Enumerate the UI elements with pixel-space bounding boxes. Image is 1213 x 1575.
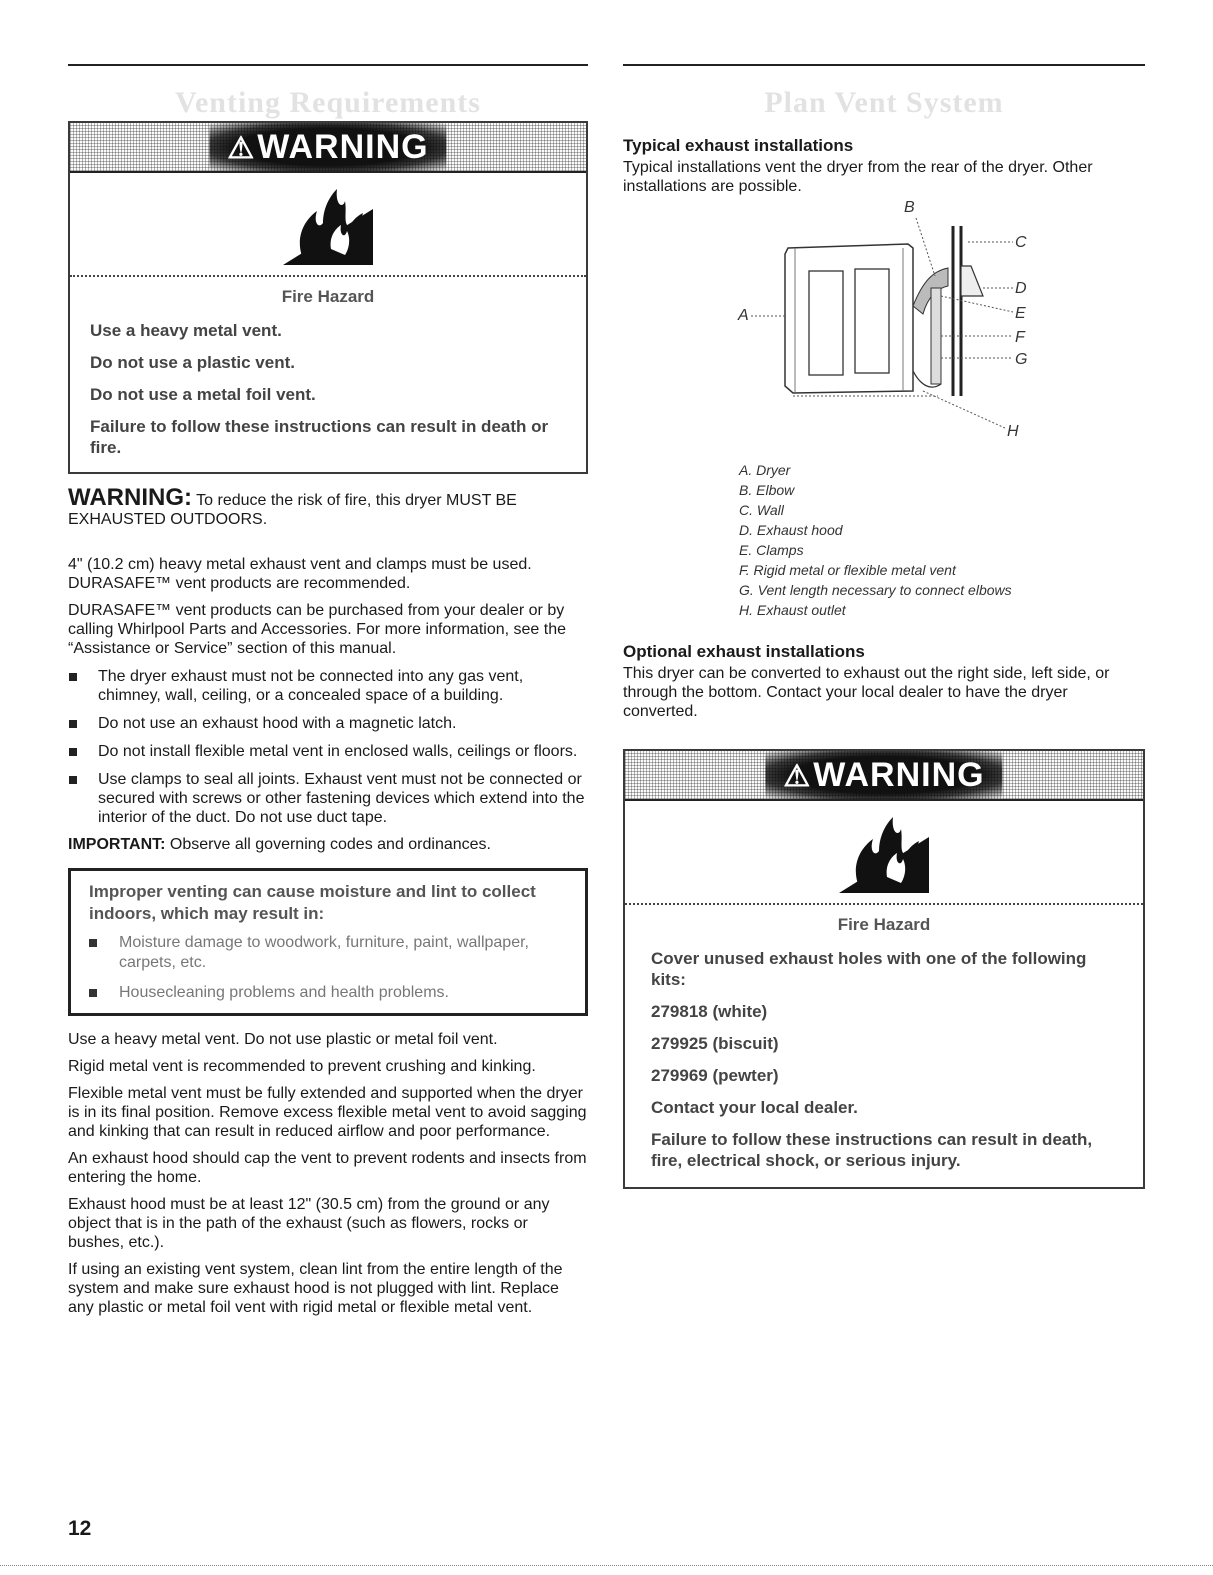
section-title-venting: Venting Requirements <box>175 86 481 119</box>
warning-box-fire <box>68 121 588 474</box>
vent-rules-list <box>68 667 588 827</box>
legend-item: C. Wall <box>739 502 784 518</box>
bottom-rule <box>0 1565 1213 1566</box>
warning-statement <box>68 484 588 529</box>
label-g: G <box>1015 351 1028 368</box>
paragraph: Flexible metal vent must be fully extended and supported when the dryer is in its final position. Remove excess flexible metal vent to avoid sagging and kinking that can result in reduced airflow and poor performance. <box>68 1085 587 1140</box>
warning-line: Do not use a metal foil vent. <box>90 385 316 404</box>
hazard-title: Fire Hazard <box>281 287 375 306</box>
typical-paragraph: Typical installations vent the dryer from the rear of the dryer. Other installations are possible. <box>623 159 1093 195</box>
legend-item: E. Clamps <box>739 542 804 558</box>
label-c: C <box>1015 234 1027 251</box>
section-title-plan-vent: Plan Vent System <box>764 86 1004 119</box>
optional-paragraph: This dryer can be converted to exhaust out the right side, left side, or through the bottom. Contact your local dealer to have the dryer converted. <box>623 665 1110 720</box>
paragraph: If using an existing vent system, clean lint from the entire length of the system and make sure exhaust hood is not plugged with lint. Replace any plastic or metal foil vent with rigid metal or flexible metal vent. <box>68 1261 563 1316</box>
warning-line: Use a heavy metal vent. <box>90 321 282 340</box>
legend-item: G. Vent length necessary to connect elbows <box>739 582 1012 598</box>
hazard-title: Fire Hazard <box>837 915 931 934</box>
label-d: D <box>1015 280 1027 297</box>
warning-line: Cover unused exhaust holes with one of the following kits: <box>651 949 1087 989</box>
warning-line: 279969 (pewter) <box>651 1066 779 1085</box>
label-b: B <box>904 199 915 216</box>
warning-triangle-icon: ⚠ <box>783 759 812 793</box>
list-item: Housecleaning problems and health problems. <box>89 983 567 1003</box>
optional-heading: Optional exhaust installations <box>623 642 865 661</box>
right-column <box>623 64 1145 1189</box>
fire-icon <box>829 807 939 897</box>
label-e: E <box>1015 305 1026 322</box>
paragraph: Use a heavy metal vent. Do not use plastic or metal foil vent. <box>68 1031 498 1048</box>
legend-item: A. Dryer <box>739 462 791 478</box>
warning-inline-text: To reduce the risk of fire, this dryer MUST BE EXHAUSTED OUTDOORS. <box>68 492 517 528</box>
warning-line: 279818 (white) <box>651 1002 768 1021</box>
paragraph: Exhaust hood must be at least 12" (30.5 cm) from the ground or any object that is in the path of the exhaust (such as flowers, rocks or bushes, etc.). <box>68 1196 550 1251</box>
paragraph: An exhaust hood should cap the vent to prevent rodents and insects from entering the home. <box>68 1150 587 1186</box>
page-number: 12 <box>68 1517 92 1540</box>
improper-venting-box <box>68 868 588 1016</box>
warning-inline-label: WARNING: <box>68 484 192 511</box>
diagram-legend <box>739 460 1145 620</box>
warning-banner <box>70 123 586 173</box>
left-column <box>68 64 588 1317</box>
list-item: Do not use an exhaust hood with a magnetic latch. <box>68 714 588 733</box>
list-item: Use clamps to seal all joints. Exhaust vent must not be connected or secured with screws or other fastening devices which extend into the interior of the duct. Do not use duct tape. <box>68 770 588 827</box>
important-label: IMPORTANT: <box>68 836 166 853</box>
legend-item: D. Exhaust hood <box>739 522 843 538</box>
warning-box-fire-kits <box>623 749 1145 1189</box>
legend-item: B. Elbow <box>739 482 795 498</box>
vent-diagram-illustration <box>623 196 1145 466</box>
warning-line: Failure to follow these instructions can result in death, fire, electrical shock, or serious injury. <box>651 1130 1093 1170</box>
legend-item: F. Rigid metal or flexible metal vent <box>739 562 956 578</box>
warning-banner <box>625 751 1143 801</box>
label-h: H <box>1007 423 1019 440</box>
warning-label: WARNING <box>813 755 985 794</box>
vent-size-paragraph: 4" (10.2 cm) heavy metal exhaust vent and clamps must be used. DURASAFE™ vent products are recommended. <box>68 556 532 592</box>
warning-line: Contact your local dealer. <box>651 1098 858 1117</box>
legend-item: H. Exhaust outlet <box>739 602 846 618</box>
list-item: The dryer exhaust must not be connected into any gas vent, chimney, wall, ceiling, or a concealed space of a building. <box>68 667 588 705</box>
warning-triangle-icon: ⚠ <box>227 131 256 165</box>
label-a: A <box>738 307 749 324</box>
fire-icon <box>273 179 383 269</box>
durasafe-paragraph: DURASAFE™ vent products can be purchased from your dealer or by calling Whirlpool Parts and Accessories. For more information, see the “Assistance or Service” section of this manual. <box>68 602 566 657</box>
list-item: Moisture damage to woodwork, furniture, paint, wallpaper, carpets, etc. <box>89 933 567 973</box>
warning-line: Do not use a plastic vent. <box>90 353 295 372</box>
list-item: Do not install flexible metal vent in enclosed walls, ceilings or floors. <box>68 742 588 761</box>
important-paragraph <box>68 835 588 854</box>
vent-diagram <box>623 196 1145 466</box>
important-text: Observe all governing codes and ordinances. <box>165 836 491 853</box>
label-f: F <box>1015 329 1025 346</box>
typical-heading: Typical exhaust installations <box>623 136 854 155</box>
note-heading: Improper venting can cause moisture and lint to collect indoors, which may result in: <box>89 882 536 923</box>
paragraph: Rigid metal vent is recommended to prevent crushing and kinking. <box>68 1058 536 1075</box>
warning-line: 279925 (biscuit) <box>651 1034 779 1053</box>
warning-line: Failure to follow these instructions can result in death or fire. <box>90 417 549 457</box>
warning-label: WARNING <box>257 127 429 166</box>
